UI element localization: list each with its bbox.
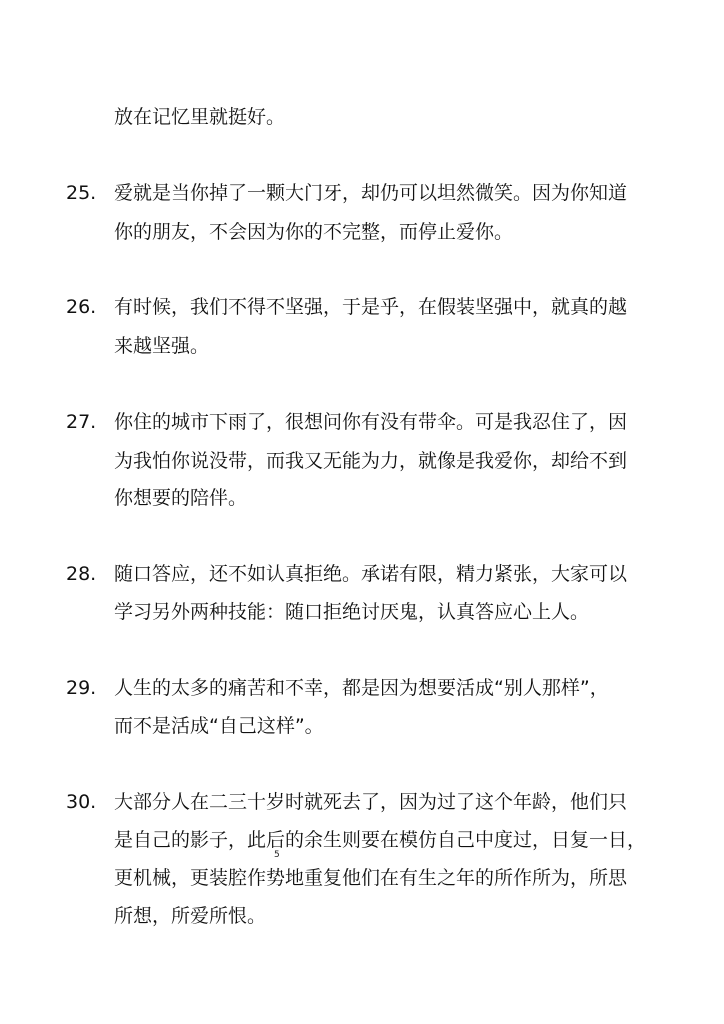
item-30-line-4: 所想，所爱所恨。	[114, 905, 267, 927]
page-number: 5	[274, 850, 280, 860]
item-28-line-2: 学习另外两种技能：随口拒绝讨厌鬼，认真答应心上人。	[114, 601, 590, 623]
item-number-29: 29.	[66, 677, 97, 699]
item-27-line-2: 为我怕你说没带，而我又无能为力，就像是我爱你，却给不到	[114, 450, 628, 472]
item-25-line-1: 爱就是当你掉了一颗大门牙，却仍可以坦然微笑。因为你知道	[114, 182, 628, 204]
item-25-line-2: 你的朋友，不会因为你的不完整，而停止爱你。	[114, 221, 514, 243]
item-26-line-1: 有时候，我们不得不坚强，于是乎，在假装坚强中，就真的越	[114, 296, 628, 318]
item-29-line-2: 而不是活成“自己这样”。	[114, 715, 324, 737]
item-28-line-1: 随口答应，还不如认真拒绝。承诺有限，精力紧张，大家可以	[114, 563, 628, 585]
item-number-25: 25.	[66, 182, 97, 204]
item-27-line-1: 你住的城市下雨了，很想问你有没有带伞。可是我忍住了，因	[114, 411, 628, 433]
item-number-27: 27.	[66, 411, 97, 433]
item-30-line-2: 是自己的影子，此后的余生则要在模仿自己中度过，日复一日，	[114, 829, 647, 851]
item-number-26: 26.	[66, 296, 97, 318]
item-30-line-1: 大部分人在二三十岁时就死去了，因为过了这个年龄，他们只	[114, 791, 628, 813]
item-26-line-2: 来越坚强。	[114, 335, 210, 357]
item-29-line-1: 人生的太多的痛苦和不幸，都是因为想要活成“别人那样”，	[114, 677, 609, 699]
item-number-28: 28.	[66, 563, 97, 585]
item-number-30: 30.	[66, 791, 97, 813]
item-27-line-3: 你想要的陪伴。	[114, 487, 248, 509]
continuation-line: 放在记忆里就挺好。	[114, 106, 286, 128]
item-30-line-3: 更机械，更装腔作势地重复他们在有生之年的所作所为，所思	[114, 867, 628, 889]
